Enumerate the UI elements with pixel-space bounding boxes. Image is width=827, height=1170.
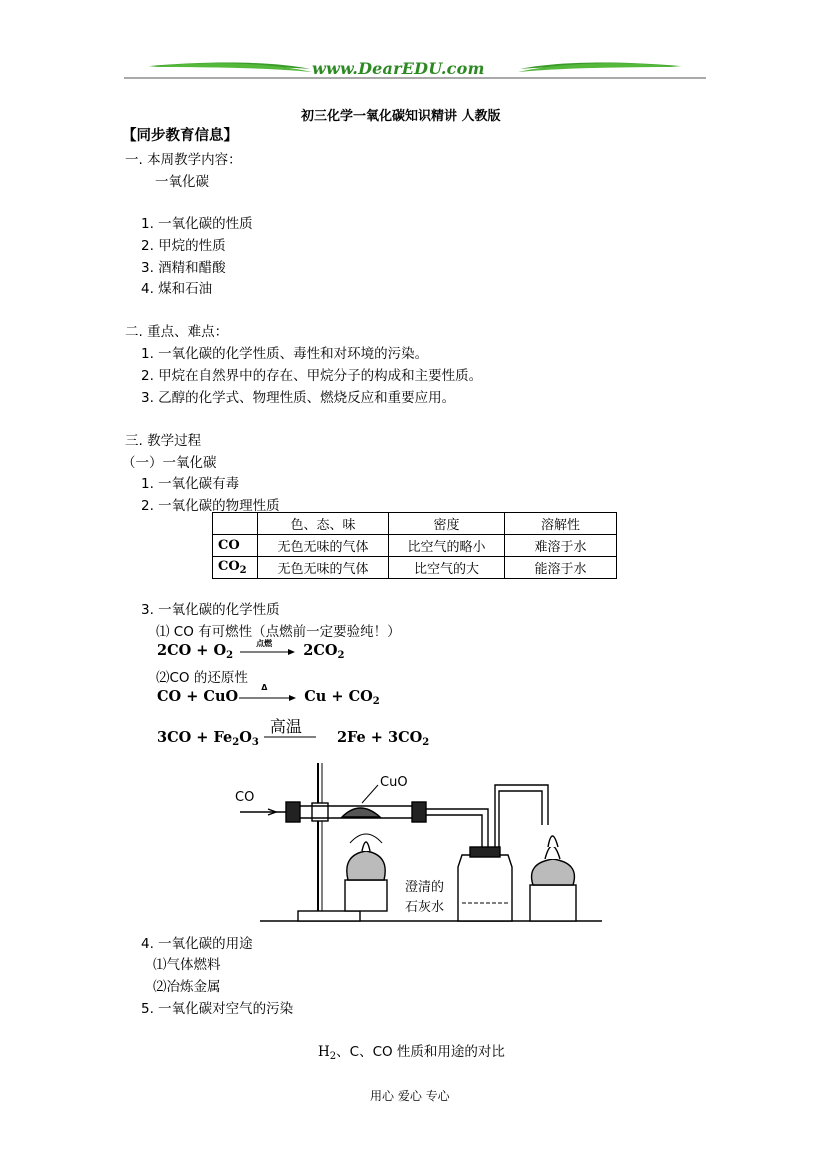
part1-heading: 一. 本周教学内容：: [125, 152, 242, 168]
lamp-block-2: [530, 885, 576, 921]
part3-item-1: 1. 一氧化碳有毒: [141, 476, 240, 492]
part3-item-3: 3. 一氧化碳的化学性质: [141, 602, 280, 618]
row-label: CO: [213, 535, 258, 557]
equation-combustion: $2CO + O_2$ 点燃 $2CO_2$: [157, 639, 345, 661]
table-header-row: [213, 513, 617, 535]
part3-item-5: 5. 一氧化碳对空气的污染: [141, 1001, 294, 1017]
row-label: [213, 557, 258, 579]
comparison-caption: $H_2$、C、CO 性质和用途的对比: [318, 1044, 505, 1062]
section-label: 【同步教育信息】: [122, 128, 238, 144]
table-cell: 无色无味的气体: [258, 535, 389, 557]
diagram-label-limewater-2: 石灰水: [405, 896, 444, 915]
table-header-cell: 色、态、味: [258, 513, 389, 535]
prop-reducibility: ⑵CO 的还原性: [156, 670, 248, 686]
table-header-cell: [213, 513, 258, 535]
condition-line: [264, 717, 318, 745]
table-header-cell: 密度: [389, 513, 505, 535]
footer-text: 用心 爱心 专心: [370, 1089, 450, 1103]
use-gas-fuel: ⑴气体燃料: [153, 957, 221, 973]
doc-title: 初三化学一氧化碳知识精讲 人教版: [301, 109, 501, 124]
part2-item-3: 3. 乙醇的化学式、物理性质、燃烧反应和重要应用。: [141, 390, 456, 406]
diagram-label-limewater-1: 澄清的: [405, 876, 444, 895]
condition-label: 高温: [269, 717, 302, 736]
condition-arrow: [238, 639, 298, 658]
stand-base: [298, 911, 360, 921]
part3-sub1: （一）一氧化碳: [122, 455, 217, 471]
equation-fe2o3-reduction: $3CO + Fe_2O_3$ 高温 $2Fe + 3CO_2$: [157, 729, 429, 748]
condition-label: Δ: [261, 683, 268, 692]
condition-label: 点燃: [256, 639, 273, 648]
part3-heading: 三. 教学过程: [125, 433, 202, 449]
diagram-label-co: CO: [235, 790, 255, 805]
table-cell: 难溶于水: [505, 535, 617, 557]
diagram-label-cuo: CuO: [380, 775, 408, 790]
equation-cuo-reduction: CO + CuO Δ $Cu + CO_2$: [157, 683, 380, 707]
alcohol-lamp-2: [532, 859, 575, 885]
part2-item-1: 1. 一氧化碳的化学性质、毒性和对环境的污染。: [141, 346, 429, 362]
part1-item-4: 4. 煤和石油: [141, 281, 213, 297]
row-label-sub: 2: [239, 565, 247, 576]
site-logo-text: www.DearEDU.com: [312, 59, 485, 78]
part1-item-2: 2. 甲烷的性质: [141, 238, 226, 254]
left-stopper: [286, 802, 300, 822]
part3-item-4: 4. 一氧化碳的用途: [141, 936, 253, 952]
use-metallurgy: ⑵冶炼金属: [153, 979, 221, 995]
condition-arrow: [239, 683, 299, 704]
table-cell: 比空气的大: [389, 557, 505, 579]
limewater-bottle: [458, 855, 512, 921]
physical-properties-table: [212, 512, 617, 579]
table-header-cell: 溶解性: [505, 513, 617, 535]
part1-item-1: 1. 一氧化碳的性质: [141, 216, 253, 232]
part3-item-2: 2. 一氧化碳的物理性质: [141, 498, 280, 514]
part2-heading: 二. 重点、难点：: [125, 324, 229, 340]
row-label-main: CO: [218, 559, 240, 574]
prop-combustibility: ⑴ CO 有可燃性（点燃前一定要验纯！）: [156, 624, 401, 640]
table-cell: 比空气的略小: [389, 535, 505, 557]
right-stopper: [412, 802, 426, 822]
part2-item-2: 2. 甲烷在自然界中的存在、甲烷分子的构成和主要性质。: [141, 368, 483, 384]
part1-topic: 一氧化碳: [155, 174, 209, 190]
table-row: [213, 557, 617, 579]
alcohol-lamp-1: [347, 851, 385, 880]
table-row: [213, 535, 617, 557]
part1-item-3: 3. 酒精和醋酸: [141, 260, 226, 276]
lamp-block-1: [345, 880, 387, 911]
table-cell: 无色无味的气体: [258, 557, 389, 579]
table-cell: 能溶于水: [505, 557, 617, 579]
cuo-powder: [342, 808, 380, 817]
